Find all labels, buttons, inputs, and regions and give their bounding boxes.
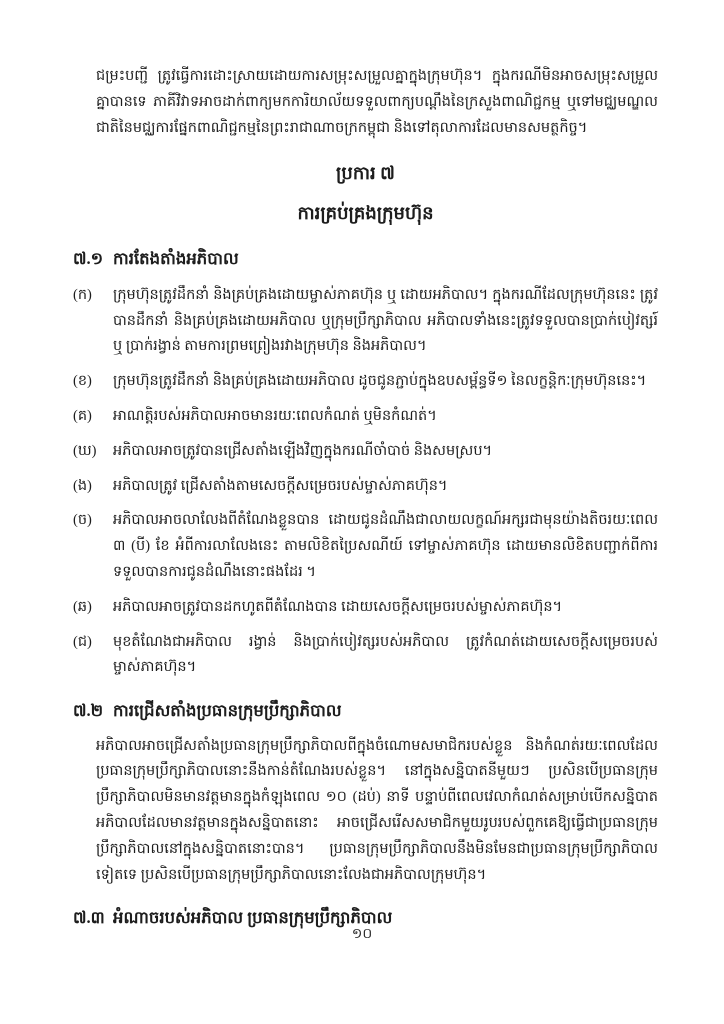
list-item-text: អភិបាលអាចលាលែងពីតំណែងខ្លួនបាន ដោយជូនដំណឹងជាលាយលក្ខណ៍អក្សរជាមុនយ៉ាងតិចរយៈពេល ៣ (បី) ខែ អំពីការលាលែងនេះ តាមលិខិតប្រៃសណីយ៍ ទៅម្ចាស់ភាគហ៊ុន ដោយមានលិខិតបញ្ជាក់ពីការទទួលបានការជូនដំណឹងនោះផងដែរ ។ <box>113 512 658 580</box>
section-7-2-title: ការជ្រើសតាំងប្រធានក្រុមប្រឹក្សាភិបាល <box>113 701 342 721</box>
intro-paragraph: ជម្រះបញ្ជី ត្រូវធ្វើការដោះស្រាយដោយការសម្រុះសម្រួលគ្នាក្នុងក្រុមហ៊ុន។ ក្នុងករណីមិនអាចសម្រុះសម្រួលគ្នាបានទេ ភាគីវិវាទអាចដាក់ពាក្យមកការិយាល័យទទួលពាក្យបណ្ដឹងនៃក្រសួងពាណិជ្ជកម្ម ឬទៅមជ្ឈមណ្ឌលជាតិនៃមជ្ឈការផ្នែកពាណិជ្ជកម្មនៃព្រះរាជាណាចក្រកម្ពុជា និងទៅតុលាការដែលមានសមត្ថកិច្ច។ <box>96 68 658 136</box>
section-7-3-number: ៧.៣ <box>73 908 105 928</box>
list-item-label: (ច) <box>73 512 92 529</box>
list-item-cha <box>73 508 658 585</box>
list-item-text: អាណត្តិរបស់អភិបាលអាចមានរយៈពេលកំណត់ ឬមិនកំណត់។ <box>113 408 437 424</box>
list-item-label: (ក) <box>73 286 92 303</box>
section-7-2-heading <box>73 696 658 725</box>
list-item-kho <box>73 439 658 465</box>
list-item-chha <box>73 595 658 621</box>
article-number-heading: ប្រការ ៧ <box>336 163 395 184</box>
list-item-text: អភិបាលត្រូវ ជ្រើសតាំងតាមសេចក្ដីសម្រេចរបស់ម្ចាស់ភាគហ៊ុន។ <box>113 477 448 494</box>
list-item-text: អភិបាលអាចត្រូវបានជ្រើសតាំងឡើងវិញក្នុងករណីចាំបាច់ និងសមស្រប។ <box>113 442 493 459</box>
list-item-text: មុខតំណែងជាអភិបាល រង្វាន់ និងប្រាក់បៀវត្សរបស់អភិបាល ត្រូវកំណត់ដោយសេចក្ដីសម្រេចរបស់ម្ចាស់ភាគហ៊ុន។ <box>113 633 658 676</box>
article-title-heading: ការគ្រប់គ្រងក្រុមហ៊ុន <box>297 203 434 224</box>
list-item-text: ក្រុមហ៊ុនត្រូវដឹកនាំ និងគ្រប់គ្រងដោយម្ចាស់ភាគហ៊ុន ឬ ដោយអភិបាល។ ក្នុងករណីដែលក្រុមហ៊ុននេះ ត្រូវបានដឹកនាំ និងគ្រប់គ្រងដោយអភិបាល ឬក្រុមប្រឹក្សាភិបាល អភិបាលទាំងនេះត្រូវទទួលបានប្រាក់បៀវត្សរ៍ ឬ ប្រាក់រង្វាន់ តាមការព្រមព្រៀងរវាងក្រុមហ៊ុន និងអភិបាល។ <box>113 286 658 355</box>
section-7-1-title: ការតែងតាំងអភិបាល <box>113 249 239 269</box>
page-number: ១០ <box>351 927 373 943</box>
section-7-1-number: ៧.១ <box>73 249 104 269</box>
section-7-2-number: ៧.២ <box>73 701 104 721</box>
list-item-label: (គ) <box>73 408 92 424</box>
list-item-label: (ឃ) <box>73 442 97 459</box>
list-item-label: (ឆ) <box>73 598 92 615</box>
section-7-2-body: អភិបាលអាចជ្រើសតាំងប្រធានក្រុមប្រឹក្សាភិបាលពីក្នុងចំណោមសមាជិករបស់ខ្លួន និងកំណត់រយៈពេលដែល ប្រធានក្រុមប្រឹក្សាភិបាលនោះនឹងកាន់តំណែងរបស់ខ្លួន។ នៅក្នុងសន្និបាតនីមួយៗ ប្រសិនបើប្រធានក្រុមប្រឹក្សាភិបាលមិនមានវត្តមានក្នុងកំឡុងពេល ១០ (ដប់) នាទី បន្ទាប់ពីពេលវេលាកំណត់សម្រាប់បើកសន្និបាត អភិបាលដែលមានវត្តមានក្នុងសន្និបាតនោះ អាចជ្រើសរើសសមាជិកមួយរូបរបស់ពួកគេឱ្យធ្វើជាប្រធានក្រុមប្រឹក្សាភិបាលនៅក្នុងសន្និបាតនោះបាន។ ប្រធានក្រុមប្រឹក្សាភិបាលនឹងមិនមែនជាប្រធានក្រុមប្រឹក្សាភិបាលទៀតទេ ប្រសិនបើប្រធានក្រុមប្រឹក្សាភិបាលនោះលែងជាអភិបាលក្រុមហ៊ុន។ <box>96 737 658 883</box>
section-7-3-title: អំណាចរបស់អភិបាល ប្រធានក្រុមប្រឹក្សាភិបាល <box>113 908 393 928</box>
list-item-label: (ខ) <box>73 373 92 390</box>
list-item-cho <box>73 630 658 682</box>
list-item-label: (ង) <box>73 477 92 494</box>
list-item-ngo <box>73 474 658 500</box>
list-item-text: ក្រុមហ៊ុនត្រូវដឹកនាំ និងគ្រប់គ្រងដោយអភិបាល ដូចជូនភ្ជាប់ក្នុងឧបសម្ព័ន្ធទី១ នៃលក្ខន្តិកៈក្រុមហ៊ុននេះ។ <box>113 373 647 390</box>
section-7-1-heading <box>73 244 658 273</box>
list-item-kha <box>73 369 658 395</box>
list-item-ko <box>73 404 658 430</box>
section-7-1-list <box>73 283 658 681</box>
list-item-ka <box>73 283 658 360</box>
list-item-text: អភិបាលអាចត្រូវបានដកហូតពីតំណែងបាន ដោយសេចក្ដីសម្រេចរបស់ម្ចាស់ភាគហ៊ុន។ <box>113 598 563 615</box>
list-item-label: (ជ) <box>73 633 92 650</box>
